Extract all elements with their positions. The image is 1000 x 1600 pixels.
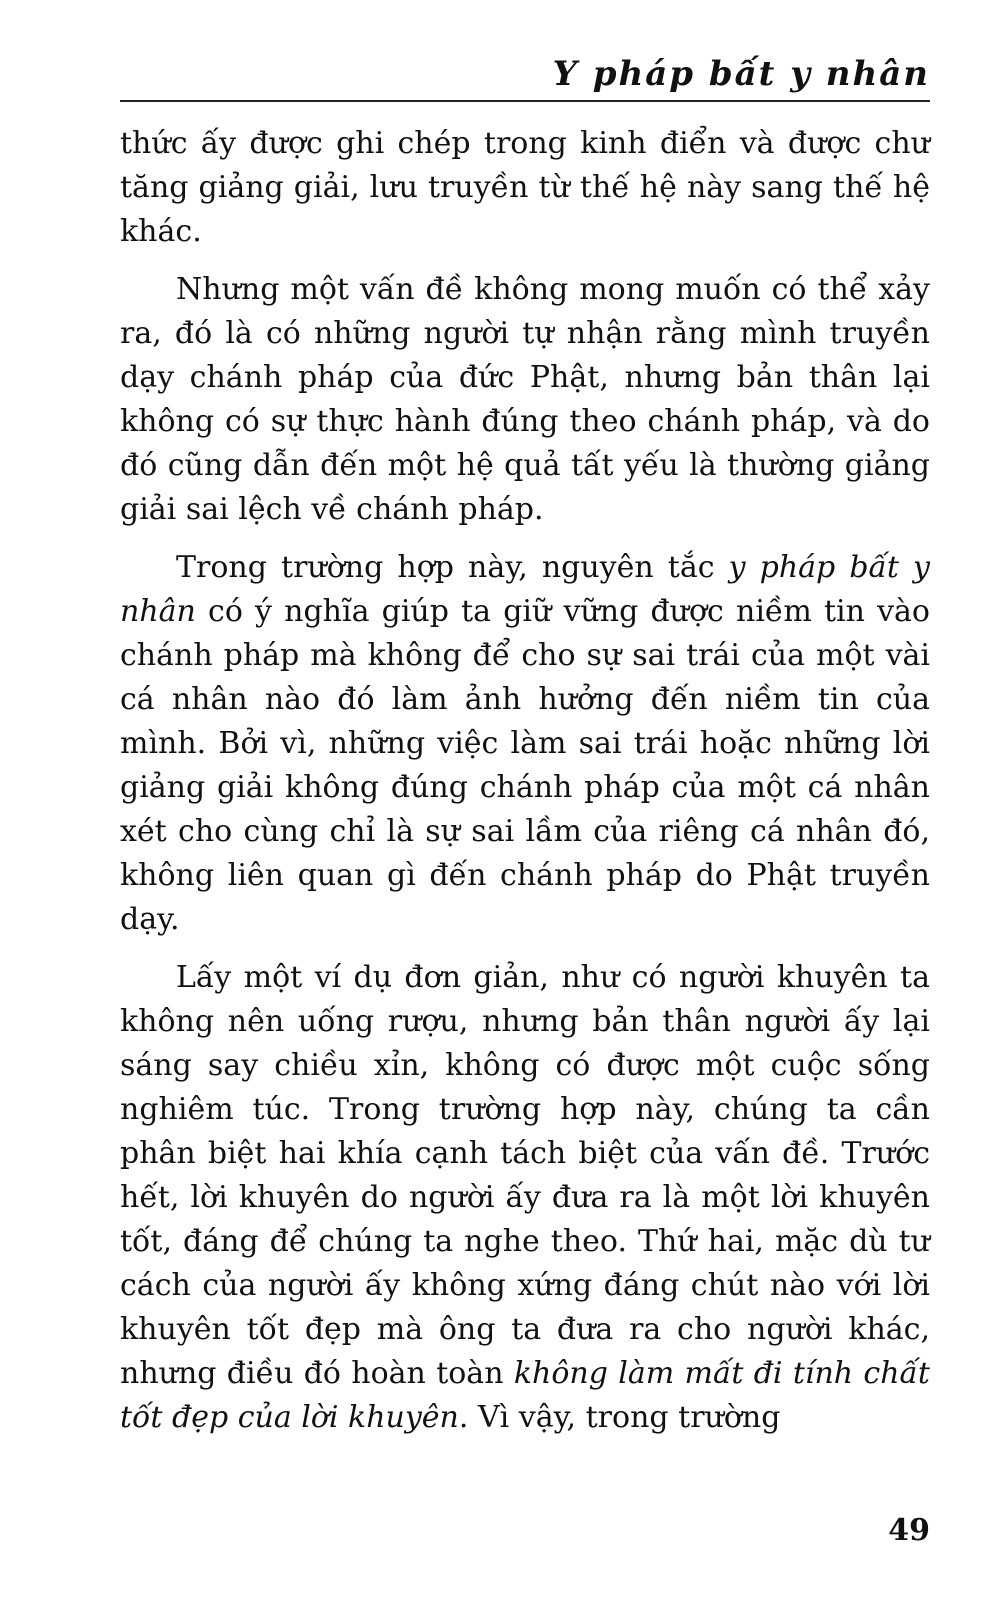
paragraph-4-text-start: Lấy một ví dụ đơn giản, như có người khuyên ta không nên uống rượu, nhưng bản thân người ấy lại sáng say chiều xỉn, không có được một cuộc sống nghiêm túc. Trong trường hợp này, chúng ta cần phân biệt hai khía cạnh tách biệt của vấn đề. Trước hết, lời khuyên do người ấy đưa ra là một lời khuyên tốt, đáng để chúng ta nghe theo. Thứ hai, mặc dù tư cách của người ấy không xứng đáng chút nào với lời khuyên tốt đẹp mà ông ta đưa ra cho người khác, nhưng điều đó hoàn toàn bbox=[120, 960, 930, 1391]
paragraph-4-text-end: . Vì vậy, trong trường bbox=[458, 1400, 781, 1435]
paragraph-4 bbox=[120, 956, 930, 1440]
paragraph-3-text-start: Trong trường hợp này, nguyên tắc bbox=[176, 550, 729, 585]
paragraph-3 bbox=[120, 546, 930, 942]
body-text bbox=[120, 122, 930, 1454]
running-header bbox=[120, 52, 930, 102]
paragraph-3-italic-phrase: y pháp bất y nhân bbox=[120, 550, 930, 629]
paragraph-1: thức ấy được ghi chép trong kinh điển và được chư tăng giảng giải, lưu truyền từ thế hệ này sang thế hệ khác. bbox=[120, 126, 930, 249]
running-header-title: Y pháp bất y nhân bbox=[552, 54, 930, 94]
paragraph-4-italic-phrase: không làm mất đi tính chất tốt đẹp của lời khuyên bbox=[120, 1356, 930, 1435]
paragraph-3-text-end: có ý nghĩa giúp ta giữ vững được niềm tin vào chánh pháp mà không để cho sự sai trái của một vài cá nhân nào đó làm ảnh hưởng đến niềm tin của mình. Bởi vì, những việc làm sai trái hoặc những lời giảng giải không đúng chánh pháp của một cá nhân xét cho cùng chỉ là sự sai lầm của riêng cá nhân đó, không liên quan gì đến chánh pháp do Phật truyền dạy. bbox=[120, 594, 930, 937]
paragraph-2: Nhưng một vấn đề không mong muốn có thể xảy ra, đó là có những người tự nhận rằng mình truyền dạy chánh pháp của đức Phật, nhưng bản thân lại không có sự thực hành đúng theo chánh pháp, và do đó cũng dẫn đến một hệ quả tất yếu là thường giảng giải sai lệch về chánh pháp. bbox=[120, 272, 930, 527]
page-number: 49 bbox=[888, 1513, 930, 1548]
